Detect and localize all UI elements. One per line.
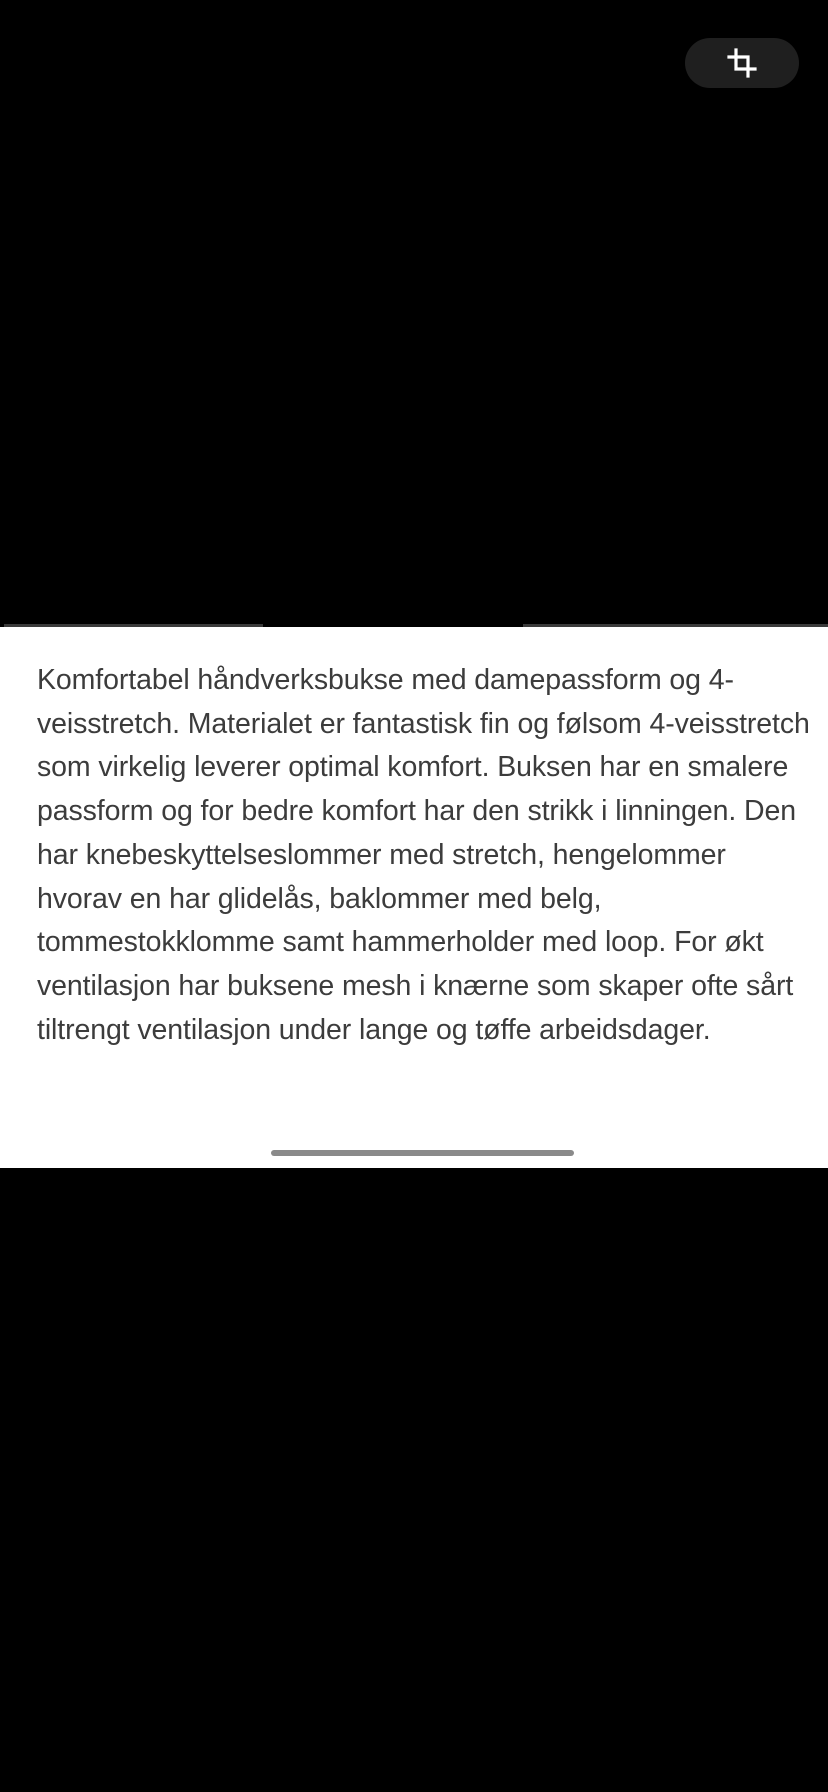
crop-icon: [727, 48, 757, 78]
crop-button[interactable]: [685, 38, 799, 88]
image-viewer-top: [0, 0, 828, 624]
product-description: Komfortabel håndverksbukse med damepassform og 4-veisstretch. Materialet er fantastisk fin og følsom 4-veisstretch som virkelig leverer optimal komfort. Buksen har en smalere passform og for bedre komfort har den strikk i linningen. Den har knebeskyttelseslommer med stretch, hengelommer hvorav en har glidelås, baklommer med belg, tommestokklomme samt hammerholder med loop. For økt ventilasjon har buksene mesh i knærne som skaper ofte sårt tiltrengt ventilasjon under lange og tøffe arbeidsdager.: [37, 664, 810, 1046]
drag-handle[interactable]: [271, 1150, 574, 1156]
image-viewer-bottom: [0, 1168, 828, 1792]
description-card: [0, 627, 828, 1168]
